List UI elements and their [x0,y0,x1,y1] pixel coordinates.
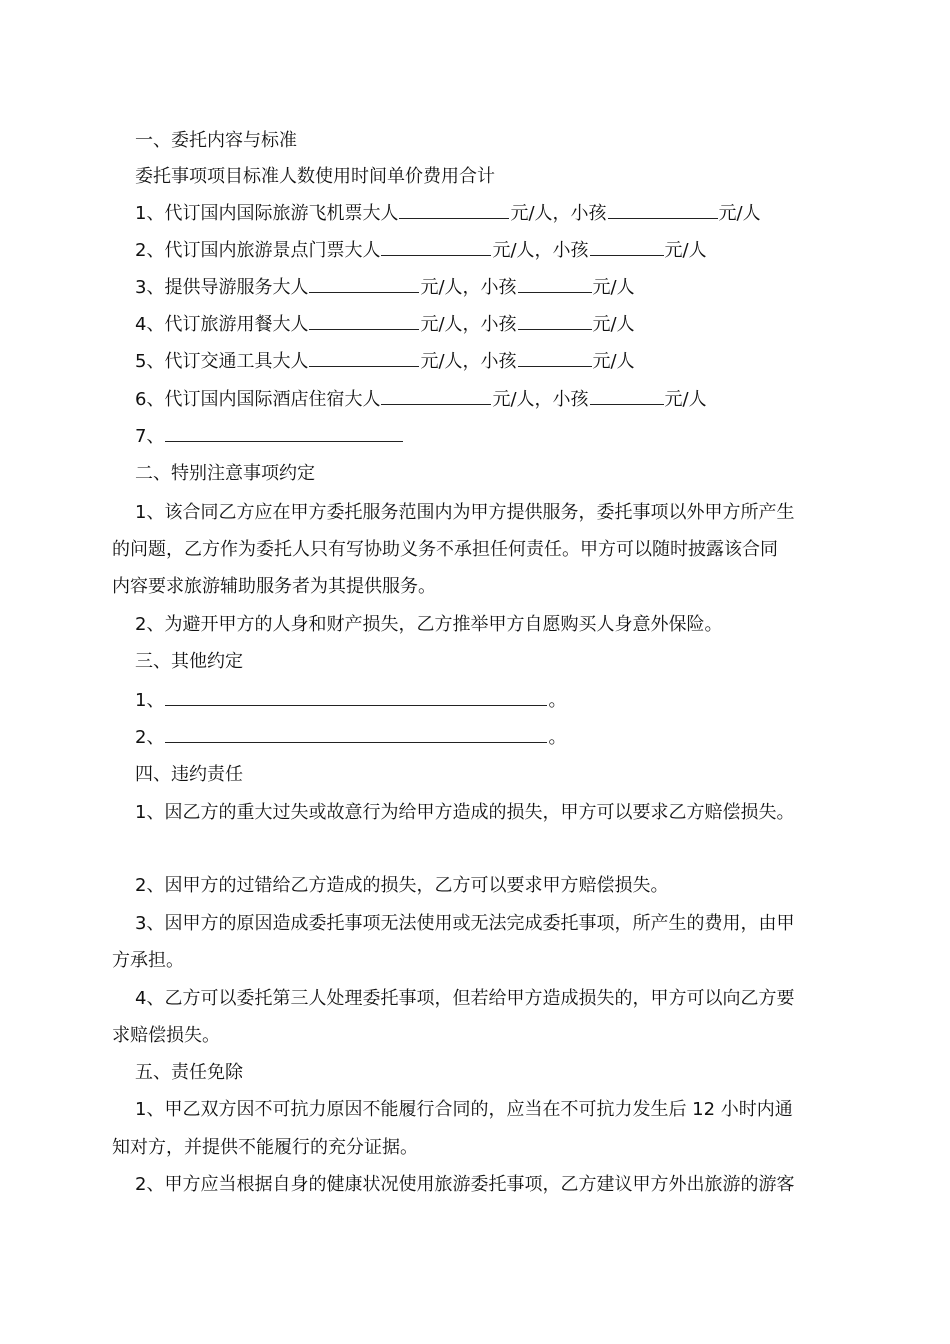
fee-line-5 [135,343,865,380]
section2-paragraph-1-line-3: 内容要求旅游辅助服务者为其提供服务。 [112,576,436,597]
section5-paragraph-1-line-2: 知对方，并提供不能履行的充分证据。 [112,1137,418,1158]
fee-line-mid: 元/人，小孩 [420,351,517,372]
adult-price-blank[interactable] [309,348,419,367]
section4-paragraph-1: 1、因乙方的重大过失或故意行为给甲方造成的损失，甲方可以要求乙方赔偿损失。 [135,802,795,823]
item-7-label: 7、 [135,426,165,447]
fee-line-suffix: 元/人 [592,277,635,298]
fee-line-3 [135,269,865,306]
child-price-blank[interactable] [590,237,664,256]
section4-paragraph-3-line-1: 3、因甲方的原因造成委托事项无法使用或无法完成委托事项，所产生的费用，由甲 [135,913,795,934]
fee-line-suffix: 元/人 [664,240,707,261]
child-price-blank[interactable] [518,348,592,367]
fee-line-label: 2、代订国内旅游景点门票大人 [135,240,381,261]
section-heading-2: 二、特别注意事项约定 [135,463,315,484]
adult-price-blank[interactable] [309,274,419,293]
child-price-blank[interactable] [518,311,592,330]
fee-line-mid: 元/人，小孩 [420,277,517,298]
fee-line-suffix: 元/人 [592,314,635,335]
section-heading-1: 一、委托内容与标准 [135,130,297,151]
other-agreement-label: 2、 [135,727,165,748]
item-7-blank[interactable] [165,423,403,442]
adult-price-blank[interactable] [399,200,509,219]
fee-line-label: 1、代订国内国际旅游飞机票大人 [135,203,399,224]
fee-line-label: 4、代订旅游用餐大人 [135,314,309,335]
fee-line-label: 5、代订交通工具大人 [135,351,309,372]
section5-paragraph-1-line-1: 1、甲乙双方因不可抗力原因不能履行合同的，应当在不可抗力发生后 12 小时内通 [135,1099,793,1120]
fee-line-label: 6、代订国内国际酒店住宿大人 [135,389,381,410]
child-price-blank[interactable] [590,386,664,405]
fee-line-1 [135,195,865,232]
fee-line-mid: 元/人，小孩 [420,314,517,335]
section-heading-5: 五、责任免除 [135,1062,243,1083]
end-mark: 。 [548,690,567,711]
other-agreement-blank[interactable] [165,724,547,743]
other-agreement-label: 1、 [135,690,165,711]
section4-paragraph-3-line-2: 方承担。 [112,950,184,971]
fee-line-suffix: 元/人 [718,203,761,224]
fee-line-7 [135,418,865,455]
section4-paragraph-2: 2、因甲方的过错给乙方造成的损失，乙方可以要求甲方赔偿损失。 [135,875,669,896]
fee-line-4 [135,306,865,343]
child-price-blank[interactable] [518,274,592,293]
adult-price-blank[interactable] [381,386,491,405]
end-mark: 。 [548,727,567,748]
other-agreement-blank[interactable] [165,687,547,706]
section2-paragraph-2: 2、为避开甲方的人身和财产损失，乙方推举甲方自愿购买人身意外保险。 [135,614,723,635]
section-heading-3: 三、其他约定 [135,651,243,672]
section4-paragraph-4-line-2: 求赔偿损失。 [112,1025,220,1046]
fee-line-mid: 元/人，小孩 [492,389,589,410]
other-agreement-2 [135,719,865,756]
fee-line-suffix: 元/人 [592,351,635,372]
child-price-blank[interactable] [608,200,718,219]
fee-line-suffix: 元/人 [664,389,707,410]
adult-price-blank[interactable] [381,237,491,256]
other-agreement-1 [135,682,865,719]
section4-paragraph-4-line-1: 4、乙方可以委托第三人处理委托事项，但若给甲方造成损失的，甲方可以向乙方要 [135,988,795,1009]
section2-paragraph-1-line-2: 的问题，乙方作为委托人只有写协助义务不承担任何责任。甲方可以随时披露该合同 [112,539,778,560]
fee-line-label: 3、提供导游服务大人 [135,277,309,298]
fee-line-6 [135,381,865,418]
table-header-text: 委托事项项目标准人数使用时间单价费用合计 [135,166,495,187]
section5-paragraph-2-line-1: 2、甲方应当根据自身的健康状况使用旅游委托事项，乙方建议甲方外出旅游的游客 [135,1174,795,1195]
section-heading-4: 四、违约责任 [135,764,243,785]
section2-paragraph-1-line-1: 1、该合同乙方应在甲方委托服务范围内为甲方提供服务，委托事项以外甲方所产生 [135,502,795,523]
adult-price-blank[interactable] [309,311,419,330]
fee-line-2 [135,232,865,269]
fee-line-mid: 元/人，小孩 [510,203,607,224]
fee-line-mid: 元/人，小孩 [492,240,589,261]
